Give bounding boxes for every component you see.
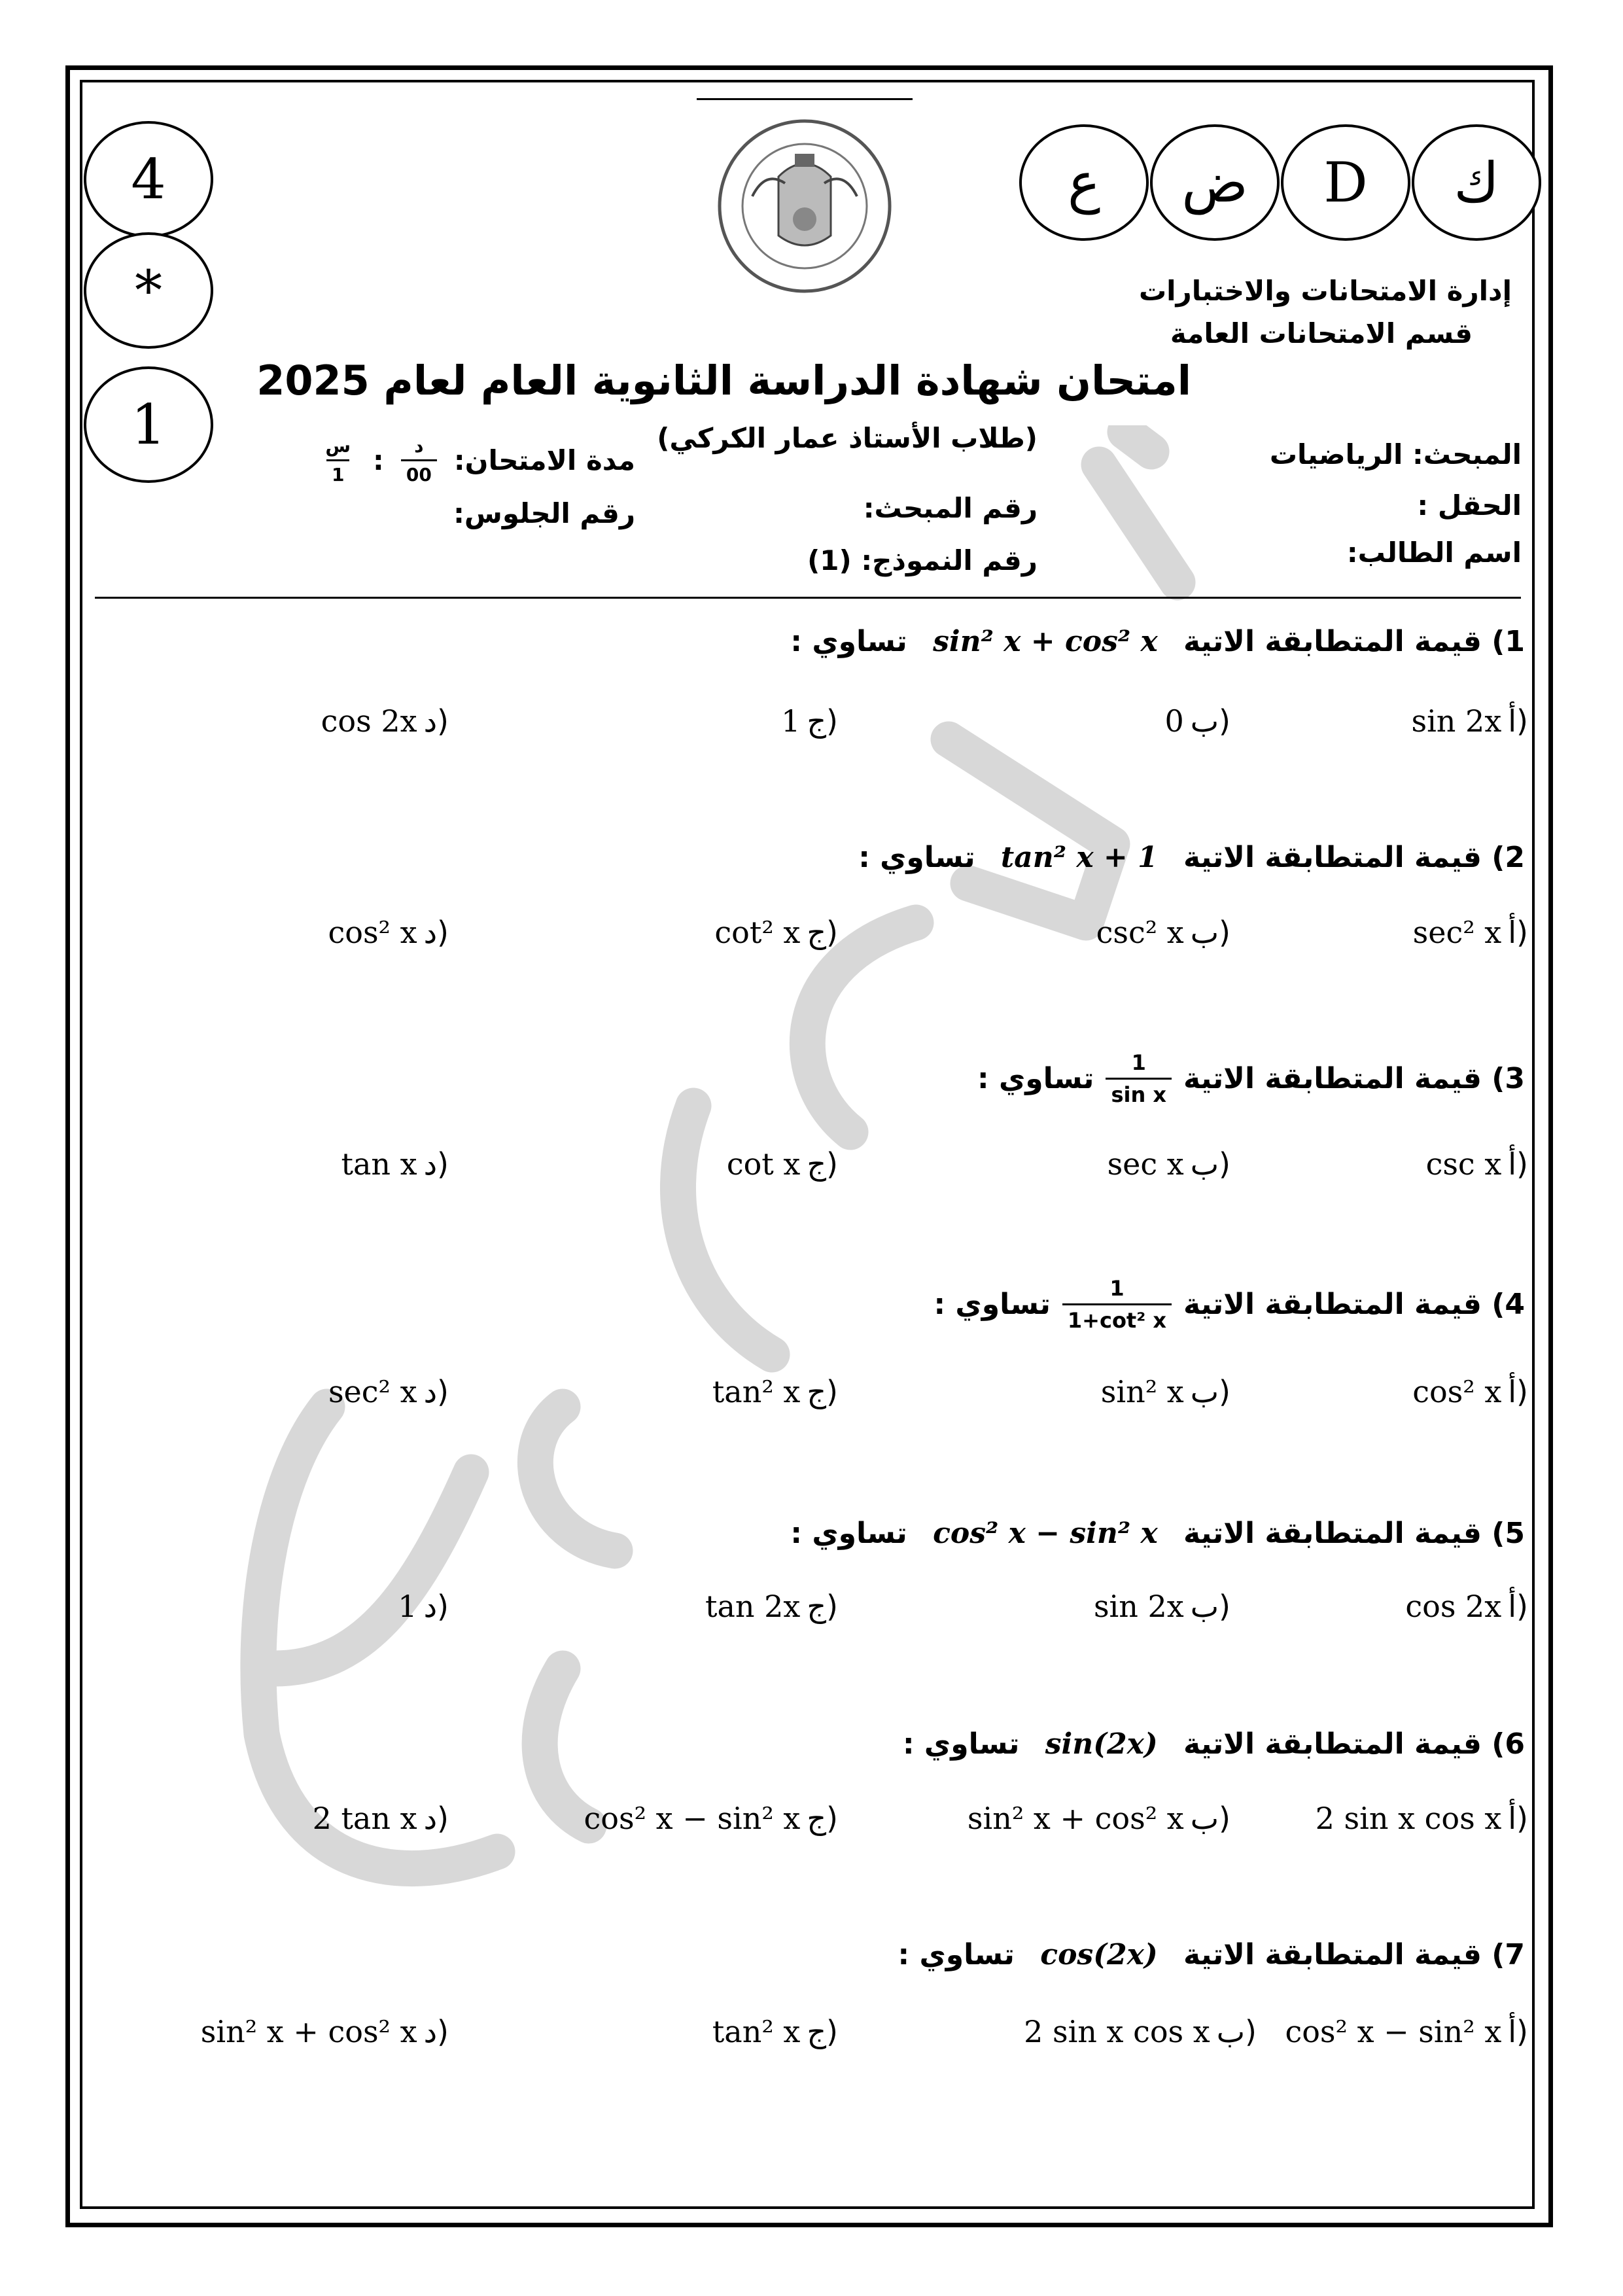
duration-minutes: $\frac{\text{د}}{00}$ — [401, 435, 437, 486]
question-4: 4) قيمة المتطابقة الاتية $\frac{1}{\text{1+cot² x}}$ تساوي : — [934, 1276, 1525, 1333]
question-6-expression: sin(2x) — [1045, 1727, 1158, 1761]
code-circle-2: * — [84, 232, 213, 349]
q7-option-c[interactable]: (جtan² x — [712, 2014, 838, 2049]
question-2-expression: tan² x + 1 — [1000, 841, 1158, 874]
q1-option-b[interactable]: (ب0 — [1164, 703, 1230, 739]
field-label: الحقل : — [1417, 489, 1522, 521]
q6-option-c[interactable]: (جcos² x − sin² x — [584, 1801, 838, 1836]
department-name: إدارة الامتحانات والاختبارات — [1138, 275, 1512, 307]
exam-duration: مدة الامتحان: $\frac{\text{د}}{00}$ : $\frac{\text{س}}{1}$ — [308, 435, 635, 486]
section-name: قسم الامتحانات العامة — [1170, 317, 1473, 349]
q5-option-c[interactable]: (جtan 2x — [705, 1589, 838, 1624]
q2-option-d[interactable]: (دcos² x — [328, 915, 449, 950]
q6-option-b[interactable]: (بsin² x + cos² x — [967, 1801, 1230, 1836]
q5-option-d[interactable]: (د1 — [398, 1589, 449, 1624]
q7-option-b[interactable]: (ب2 sin x cos x — [1024, 2014, 1257, 2049]
q2-option-c[interactable]: (جcot² x — [714, 915, 838, 950]
student-name-label: اسم الطالب: — [1346, 537, 1522, 569]
subject-number-label: رقم المبحث: — [863, 492, 1038, 524]
q4-option-b[interactable]: (بsin² x — [1100, 1374, 1230, 1409]
q3-option-d[interactable]: (دtan x — [341, 1146, 449, 1182]
question-3: 3) قيمة المتطابقة الاتية $\frac{1}{\text{sin x}}$ تساوي : — [977, 1050, 1525, 1107]
q4-option-a[interactable]: (أcos² x — [1412, 1374, 1528, 1409]
q3-option-a[interactable]: (أcsc x — [1425, 1146, 1528, 1182]
q2-option-b[interactable]: (بcsc² x — [1096, 915, 1230, 950]
question-1-expression: sin² x + cos² x — [933, 625, 1158, 658]
question-6: 6) قيمة المتطابقة الاتية sin(2x) تساوي : — [902, 1727, 1525, 1761]
code-circle-ain: ع — [1019, 124, 1149, 241]
q2-option-a[interactable]: (أsec² x — [1412, 915, 1528, 950]
question-1: 1) قيمة المتطابقة الاتية sin² x + cos² x تساوي : — [790, 625, 1525, 658]
seat-number-label: رقم الجلوس: — [453, 497, 635, 529]
code-circle-kaf: ك — [1412, 124, 1541, 241]
q5-option-a[interactable]: (أcos 2x — [1405, 1589, 1528, 1624]
code-circle-3: 1 — [84, 366, 213, 483]
question-5-expression: cos² x − sin² x — [933, 1517, 1158, 1550]
q4-option-d[interactable]: (دsec² x — [328, 1374, 449, 1409]
question-5: 5) قيمة المتطابقة الاتية cos² x − sin² x تساوي : — [790, 1517, 1525, 1550]
header-divider — [95, 597, 1521, 599]
question-3-fraction: $\frac{1}{\text{sin x}}$ — [1106, 1050, 1172, 1107]
exam-title: امتحان شهادة الدراسة الثانوية العام لعام 2025 — [256, 357, 1191, 404]
q7-option-d[interactable]: (دsin² x + cos² x — [200, 2014, 449, 2049]
q6-option-d[interactable]: (د2 tan x — [312, 1801, 449, 1836]
subject-label: المبحث: الرياضيات — [1269, 438, 1522, 470]
q1-option-a[interactable]: (أsin 2x — [1411, 703, 1528, 739]
duration-hours: $\frac{\text{س}}{1}$ — [325, 435, 351, 486]
code-circle-dad: ض — [1150, 124, 1280, 241]
q1-option-d[interactable]: (دcos 2x — [321, 703, 449, 739]
q6-option-a[interactable]: (أ2 sin x cos x — [1315, 1801, 1528, 1836]
question-4-fraction: $\frac{1}{\text{1+cot² x}}$ — [1062, 1276, 1172, 1333]
q5-option-b[interactable]: (بsin 2x — [1093, 1589, 1230, 1624]
model-number-label: رقم النموذج: (1) — [807, 544, 1038, 576]
ministry-emblem-icon — [707, 98, 903, 294]
question-2: 2) قيمة المتطابقة الاتية tan² x + 1 تساوي : — [858, 841, 1525, 874]
q4-option-c[interactable]: (جtan² x — [712, 1374, 838, 1409]
question-7: 7) قيمة المتطابقة الاتية cos(2x) تساوي : — [898, 1938, 1525, 1971]
q3-option-b[interactable]: (بsec x — [1107, 1146, 1230, 1182]
code-circle-d: D — [1281, 124, 1410, 241]
q7-option-a[interactable]: (أcos² x − sin² x — [1285, 2014, 1528, 2049]
duration-label: مدة الامتحان: — [453, 444, 635, 476]
code-circle-1: 4 — [84, 121, 213, 238]
q3-option-c[interactable]: (جcot x — [726, 1146, 838, 1182]
question-7-expression: cos(2x) — [1040, 1938, 1158, 1971]
q1-option-c[interactable]: (ج1 — [781, 703, 838, 739]
exam-subtitle: (طلاب الأستاذ عمار الكركي) — [657, 422, 1038, 454]
